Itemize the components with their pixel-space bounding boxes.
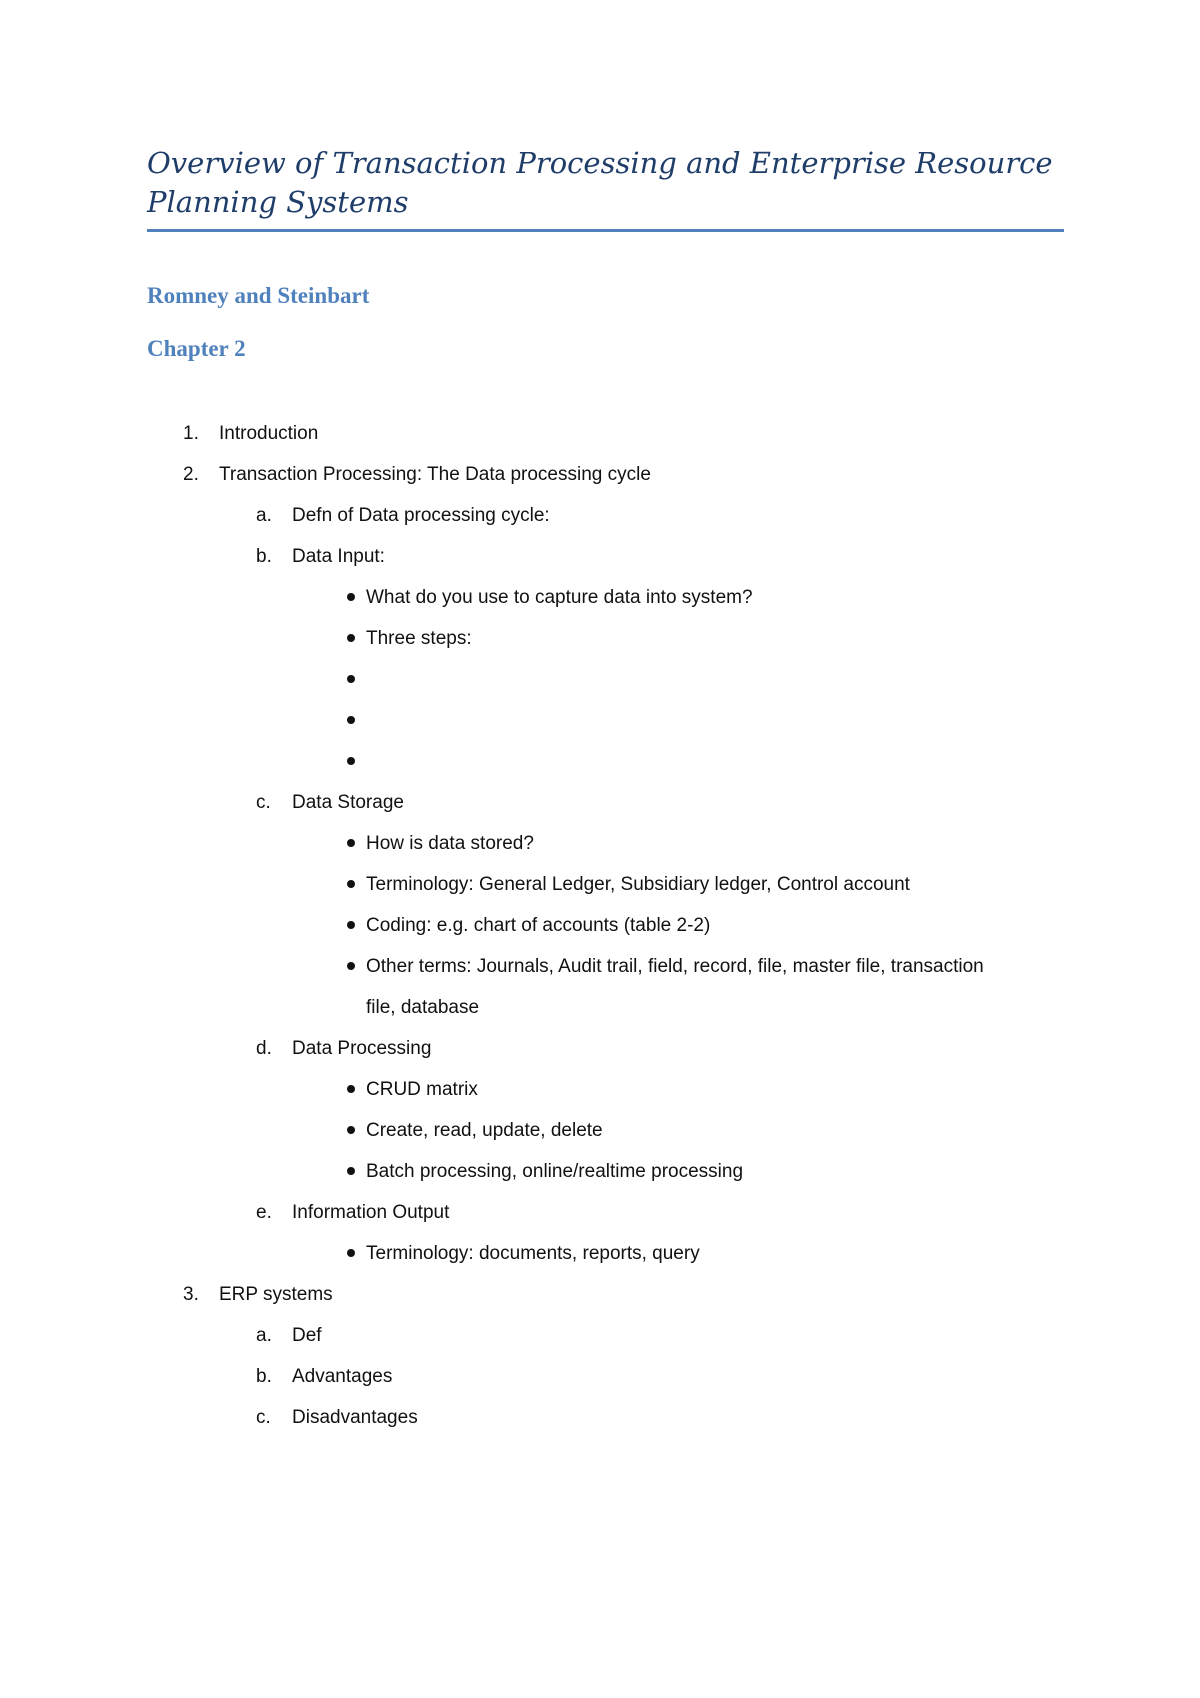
bullet-icon	[347, 962, 355, 970]
list-marker: c.	[256, 792, 271, 813]
list-item-text: Disadvantages	[292, 1407, 418, 1428]
bullet-text: Other terms: Journals, Audit trail, field, record, file, master file, transaction	[366, 956, 984, 977]
list-marker: 3.	[183, 1284, 199, 1305]
bullet-icon	[347, 1167, 355, 1175]
bullet-icon	[347, 716, 355, 724]
bullet-text: Three steps:	[366, 628, 472, 649]
list-item-text: ERP systems	[219, 1284, 333, 1305]
list-item-text: Transaction Processing: The Data processing cycle	[219, 464, 651, 485]
list-item-text: Data Input:	[292, 546, 385, 567]
bullet-text: Coding: e.g. chart of accounts (table 2-2)	[366, 915, 711, 936]
bullet-text: Batch processing, online/realtime processing	[366, 1161, 744, 1182]
list-marker: 2.	[183, 464, 199, 485]
list-marker: b.	[256, 1366, 272, 1387]
list-marker: a.	[256, 505, 272, 526]
bullet-icon	[347, 593, 355, 601]
bullet-icon	[347, 880, 355, 888]
bullet-text: Create, read, update, delete	[366, 1120, 603, 1141]
bullet-icon	[347, 634, 355, 642]
list-marker: 1.	[183, 423, 199, 444]
bullet-text: Terminology: General Ledger, Subsidiary ledger, Control account	[366, 874, 910, 895]
bullet-icon	[347, 757, 355, 765]
title-underline	[147, 229, 1064, 232]
bullet-icon	[347, 675, 355, 683]
list-item-text: Def	[292, 1325, 322, 1346]
list-item-text: Information Output	[292, 1202, 450, 1223]
list-item-text: Advantages	[292, 1366, 393, 1387]
document-title: Overview of Transaction Processing and Enterprise Resource Planning Systems	[147, 146, 1053, 219]
list-item-text: Defn of Data processing cycle:	[292, 505, 550, 526]
bullet-text: Terminology: documents, reports, query	[366, 1243, 700, 1264]
bullet-text: How is data stored?	[366, 833, 534, 854]
list-item-text: Introduction	[219, 423, 319, 444]
bullet-text: file, database	[366, 997, 480, 1018]
bullet-icon	[347, 839, 355, 847]
list-marker: d.	[256, 1038, 272, 1059]
bullet-text: CRUD matrix	[366, 1079, 478, 1100]
chapter-heading: Chapter 2	[147, 336, 246, 361]
bullet-icon	[347, 921, 355, 929]
list-marker: e.	[256, 1202, 272, 1223]
list-item-text: Data Processing	[292, 1038, 432, 1059]
list-marker: c.	[256, 1407, 271, 1428]
list-item-text: Data Storage	[292, 792, 404, 813]
bullet-icon	[347, 1249, 355, 1257]
bullet-icon	[347, 1126, 355, 1134]
list-marker: a.	[256, 1325, 272, 1346]
bullet-icon	[347, 1085, 355, 1093]
author-heading: Romney and Steinbart	[147, 283, 370, 308]
list-marker: b.	[256, 546, 272, 567]
bullet-text: What do you use to capture data into system?	[366, 587, 753, 608]
